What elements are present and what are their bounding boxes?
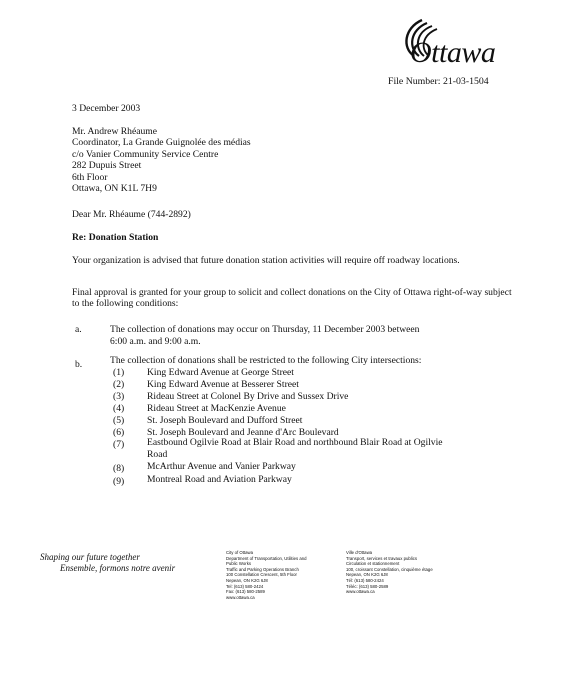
footer-slogan-french: Ensemble, formons notre avenir bbox=[60, 563, 176, 573]
intersection-number: (6) bbox=[113, 427, 125, 438]
intersection-text: St. Joseph Boulevard and Dufford Street bbox=[147, 415, 303, 426]
intersection-text: Rideau Street at MacKenzie Avenue bbox=[147, 403, 286, 414]
footer-address-english: City of Ottawa Department of Transportation, Utilities and Public Works Traffic and Parking Operations Branch 100 Constellation Crescent, 5th Floor Nepean, ON K2G 6J8 Tel: (613) 580-2424 Fax: (613) 580-2589 www.ottawa.ca bbox=[226, 550, 307, 600]
intersection-number: (7) bbox=[113, 439, 125, 450]
recipient-city: Ottawa, ON K1L 7H9 bbox=[72, 183, 157, 194]
intersection-text: Eastbound Ogilvie Road at Blair Road and northbound Blair Road at Ogilvie bbox=[147, 437, 443, 448]
recipient-title: Coordinator, La Grande Guignolée des médias bbox=[72, 137, 251, 148]
footer-address-french: Ville d'Ottawa Transport, services et travaux publics Circulation et stationnement 100, croissant Constellation, cinquième étage Nepean, ON K2G 6J8 Tél: (613) 580-2424 Téléc: (613) 580-2589 www.ottawa.ca bbox=[346, 550, 433, 595]
file-number: File Number: 21-03-1504 bbox=[388, 76, 489, 87]
intersection-number: (5) bbox=[113, 415, 125, 426]
logo-wordmark: Ottawa bbox=[410, 36, 496, 69]
condition-b-text: The collection of donations shall be restricted to the following City intersections: bbox=[110, 355, 422, 366]
recipient-floor: 6th Floor bbox=[72, 172, 108, 183]
ottawa-logo bbox=[394, 12, 524, 72]
intersection-number: (8) bbox=[113, 463, 125, 474]
footer-slogan-english: Shaping our future together bbox=[40, 552, 140, 562]
paragraph-advisory: Your organization is advised that future donation station activities will require off roadway locations. bbox=[72, 255, 460, 266]
recipient-organization: c/o Vanier Community Service Centre bbox=[72, 149, 219, 160]
intersection-number: (4) bbox=[113, 403, 125, 414]
condition-b-letter: b. bbox=[75, 359, 83, 370]
intersection-number: (3) bbox=[113, 391, 125, 402]
condition-a-line2: 6:00 a.m. and 9:00 a.m. bbox=[110, 336, 201, 347]
intersection-text: Rideau Street at Colonel By Drive and Sussex Drive bbox=[147, 391, 349, 402]
intersection-text: McArthur Avenue and Vanier Parkway bbox=[147, 461, 296, 472]
intersection-text: King Edward Avenue at George Street bbox=[147, 367, 294, 378]
salutation: Dear Mr. Rhéaume (744-2892) bbox=[72, 209, 191, 220]
letter-date: 3 December 2003 bbox=[72, 103, 141, 114]
recipient-street: 282 Dupuis Street bbox=[72, 160, 142, 171]
subject-line: Re: Donation Station bbox=[72, 232, 159, 243]
paragraph-approval: Final approval is granted for your group to solicit and collect donations on the City of Ottawa right-of-way subject to the following conditions: bbox=[72, 287, 512, 309]
intersection-text: Montreal Road and Aviation Parkway bbox=[147, 474, 292, 485]
recipient-name: Mr. Andrew Rhéaume bbox=[72, 126, 157, 137]
intersection-text: St. Joseph Boulevard and Jeanne d'Arc Boulevard bbox=[147, 427, 339, 438]
intersection-number: (1) bbox=[113, 367, 125, 378]
condition-a-line1: The collection of donations may occur on Thursday, 11 December 2003 between bbox=[110, 324, 420, 335]
intersection-text-continued: Road bbox=[147, 449, 168, 460]
intersection-number: (2) bbox=[113, 379, 125, 390]
intersection-text: King Edward Avenue at Besserer Street bbox=[147, 379, 299, 390]
condition-a-letter: a. bbox=[75, 324, 82, 335]
intersection-number: (9) bbox=[113, 476, 125, 487]
